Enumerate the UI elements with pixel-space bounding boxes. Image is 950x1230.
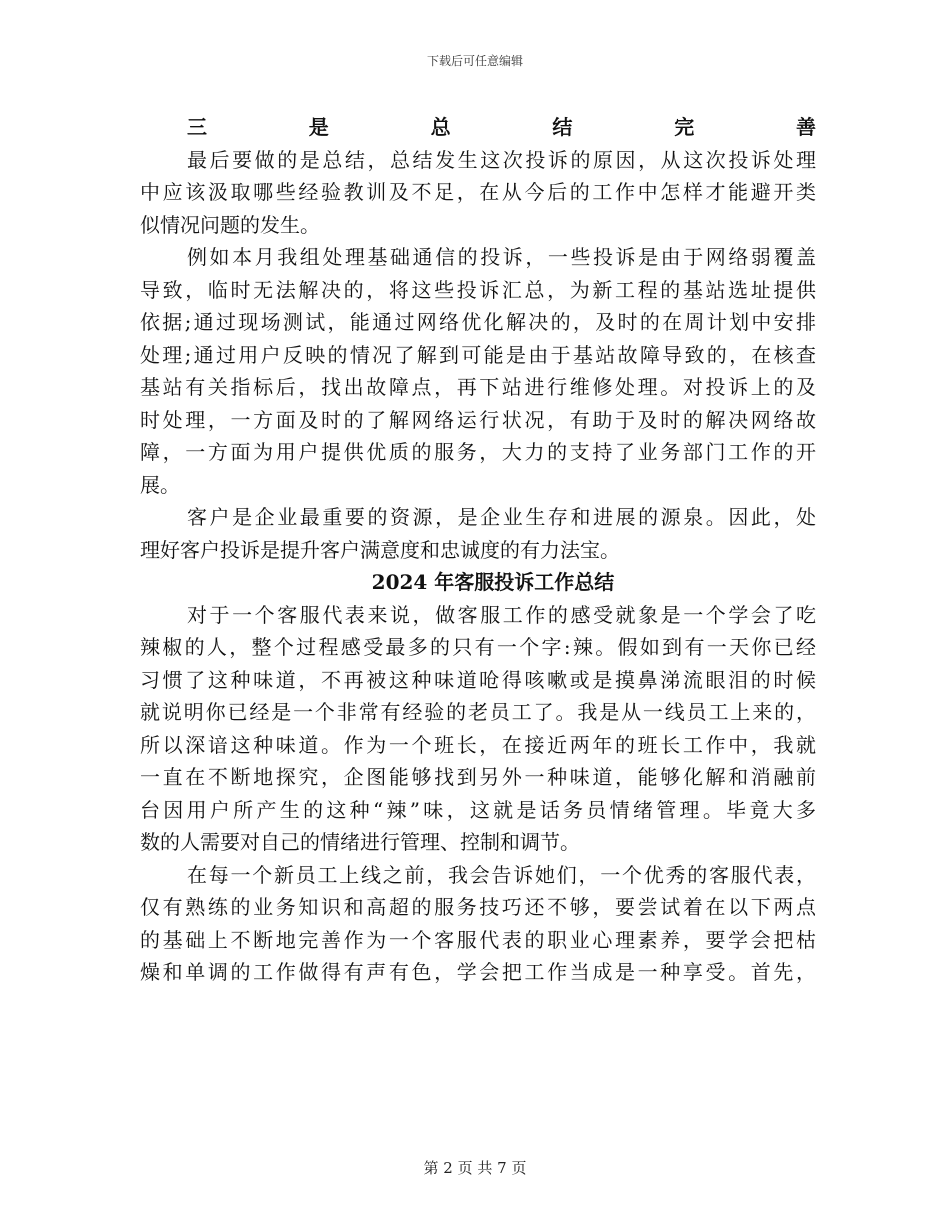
text-line: 例如本月我组处理基础通信的投诉，一些投诉是由于网络弱覆盖 [187, 245, 816, 269]
text-line: 时处理，一方面及时的了解网络运行状况，有助于及时的解决网络故 [140, 407, 816, 432]
document-body [140, 111, 816, 989]
paragraph [140, 859, 816, 989]
text-line: 客户是企业最重要的资源，是企业生存和进展的源泉。因此，处 [187, 505, 816, 529]
text-line: 导致，临时无法解决的，将这些投诉汇总，为新工程的基站选址提供 [140, 277, 816, 302]
text-line: 最后要做的是总结，总结发生这次投诉的原因，从这次投诉处理 [187, 147, 816, 172]
text-line: 就说明你已经是一个非常有经验的老员工了。我是从一线员工上来的， [140, 700, 816, 724]
text-line: 中应该汲取哪些经验教训及不足，在从今后的工作中怎样才能避开类 [140, 180, 816, 204]
text-line: 理好客户投诉是提升客户满意度和忠诚度的有力法宝。 [140, 537, 620, 562]
text-line: 展。 [140, 472, 180, 497]
paragraph [140, 599, 816, 859]
text-line: 台因用户所产生的这种“辣”味，这就是话务员情绪管理。毕竟大多 [140, 797, 816, 822]
paragraph [140, 501, 816, 566]
document-title: 2024 年客服投诉工作总结 [371, 570, 615, 594]
text-line: 似情况问题的发生。 [140, 212, 320, 237]
text-line: 燥和单调的工作做得有声有色，学会把工作当成是一种享受。首先， [140, 960, 816, 984]
text-line: 数的人需要对自己的情绪进行管理、控制和调节。 [140, 830, 580, 854]
text-line: 依据;通过现场测试，能通过网络优化解决的，及时的在周计划中安排 [140, 310, 816, 334]
text-line: 辣椒的人，整个过程感受最多的只有一个字:辣。假如到有一天你已经 [140, 635, 816, 659]
paragraph [140, 144, 816, 242]
text-line: 对于一个客服代表来说，做客服工作的感受就象是一个学会了吃 [187, 602, 816, 627]
text-line: 的基础上不断地完善作为一个客服代表的职业心理素养，要学会把枯 [140, 927, 816, 952]
section-heading: 三是总结完善 [187, 115, 816, 139]
text-line: 习惯了这种味道，不再被这种味道呛得咳嗽或是摸鼻涕流眼泪的时候 [140, 667, 816, 692]
text-line: 基站有关指标后，找出故障点，再下站进行维修处理。对投诉上的及 [140, 375, 816, 399]
text-line: 一直在不断地探究，企图能够找到另外一种味道，能够化解和消融前 [140, 765, 816, 789]
text-line: 处理;通过用户反映的情况了解到可能是由于基站故障导致的，在核查 [140, 342, 816, 367]
page-number: 第 2 页 共 7 页 [423, 1159, 527, 1177]
text-line: 所以深谙这种味道。作为一个班长，在接近两年的班长工作中，我就 [140, 732, 816, 757]
page-header: 下载后可任意编辑 [426, 54, 523, 68]
paragraph [140, 241, 816, 501]
text-line: 障，一方面为用户提供优质的服务，大力的支持了业务部门工作的开 [140, 440, 816, 464]
text-line: 仅有熟练的业务知识和高超的服务技巧还不够，要尝试着在以下两点 [140, 895, 816, 919]
text-line: 在每一个新员工上线之前，我会告诉她们，一个优秀的客服代表， [187, 862, 816, 887]
